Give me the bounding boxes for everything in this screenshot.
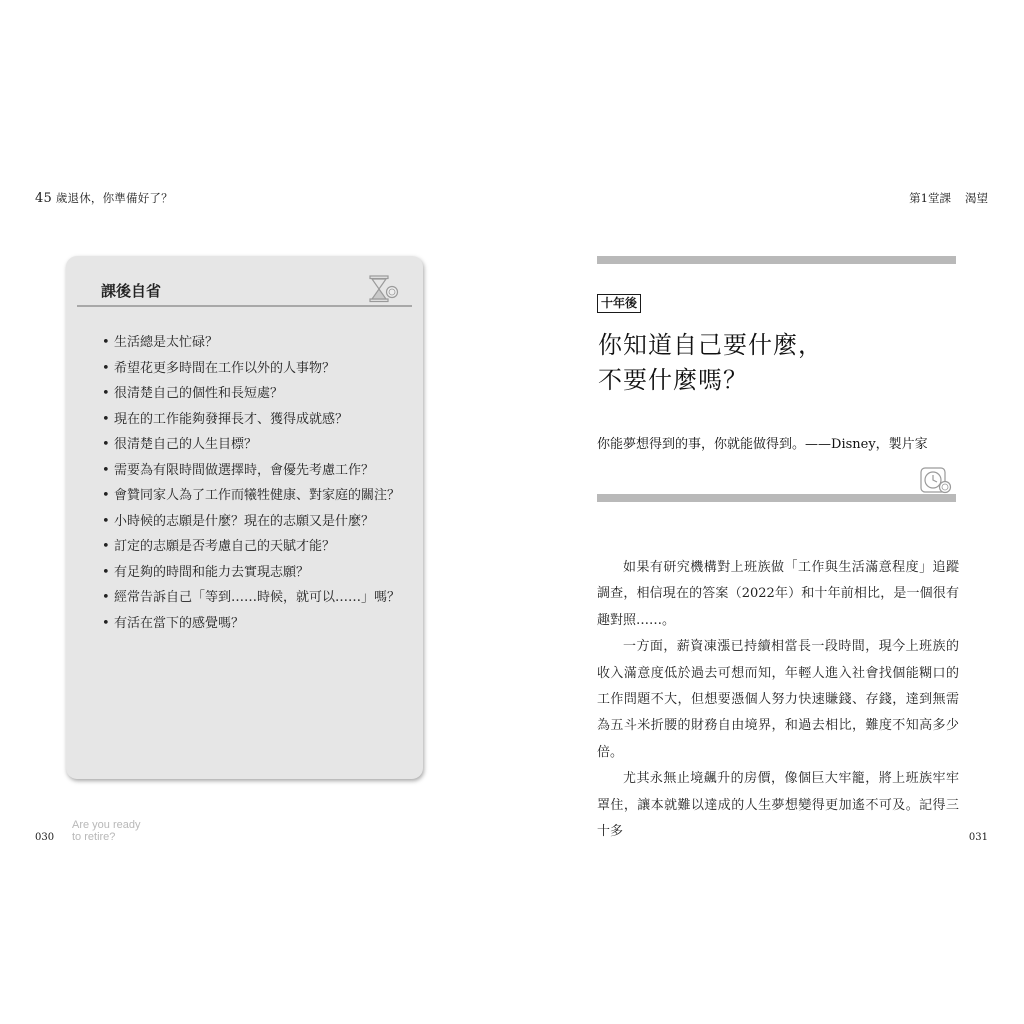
list-item: • 生活總是太忙碌？ — [102, 335, 219, 350]
bottom-rule — [597, 494, 956, 502]
question-list — [102, 330, 402, 636]
english-tagline: Are you ready to retire? — [72, 819, 141, 843]
list-item: • 經常告訴自己「等到……時候，就可以……」嗎？ — [102, 590, 401, 605]
page-number-right: 031 — [968, 832, 988, 843]
list-item: • 需要為有限時間做選擇時，會優先考慮工作？ — [102, 462, 375, 478]
paragraph: 尤其永無止境飆升的房價，像個巨大牢籠，將上班族牢牢罩住，讓本就難以達成的人生夢想變得更加遙不可及。記得三十多 — [597, 771, 959, 840]
chapter-title: 渴望 — [965, 191, 988, 205]
quote-author: ——Disney，製片家 — [805, 437, 928, 452]
running-header-right — [909, 190, 988, 206]
quote-text: 你能夢想得到的事，你就能做得到。 — [597, 437, 806, 452]
list-item: • 希望花更多時間在工作以外的人事物？ — [102, 360, 336, 376]
section-tag: 十年後 — [597, 294, 641, 313]
running-header-left — [35, 190, 173, 206]
card-divider — [77, 305, 412, 307]
reflection-card — [66, 256, 423, 779]
book-title: 歲退休，你準備好了？ — [55, 191, 173, 205]
paragraph: 一方面，薪資凍漲已持續相當長一段時間，現今上班族的收入滿意度低於過去可想而知，年輕人進入社會找個能糊口的工作問題不大，但想要憑個人努力快速賺錢、存錢，達到無需為五斗米折腰的財務自由境界，和過去相比，難度不知高多少倍。 — [597, 639, 959, 760]
page-headline: 你知道自己要什麼， 不要什麼嗎？ — [598, 331, 823, 394]
epigraph-quote — [597, 433, 928, 452]
hourglass-coin-icon — [367, 274, 399, 308]
list-item: • 很清楚自己的人生目標？ — [102, 437, 258, 452]
body-text — [597, 555, 959, 845]
list-item: • 訂定的志願是否考慮自己的天賦才能？ — [102, 539, 336, 554]
page-number-left: 030 — [35, 832, 55, 843]
book-title-number: 45 — [35, 191, 52, 206]
lesson-label: 第1堂課 — [909, 191, 951, 205]
paragraph: 如果有研究機構對上班族做「工作與生活滿意程度」追蹤調查，相信現在的答案（2022年）和十年前相比，是一個很有趣對照……。 — [597, 560, 959, 628]
top-rule — [597, 256, 956, 264]
list-item: • 很清楚自己的個性和長短處？ — [102, 386, 284, 401]
list-item: • 小時候的志願是什麼？現在的志願又是什麼？ — [102, 513, 375, 529]
list-item: • 現在的工作能夠發揮長才、獲得成就感？ — [102, 411, 349, 427]
list-item: • 有足夠的時間和能力去實現志願？ — [102, 564, 310, 580]
list-item: • 會贊同家人為了工作而犧牲健康、對家庭的關注？ — [102, 488, 401, 503]
card-title: 課後自省 — [101, 282, 162, 300]
list-item: • 有活在當下的感覺嗎？ — [102, 615, 245, 631]
